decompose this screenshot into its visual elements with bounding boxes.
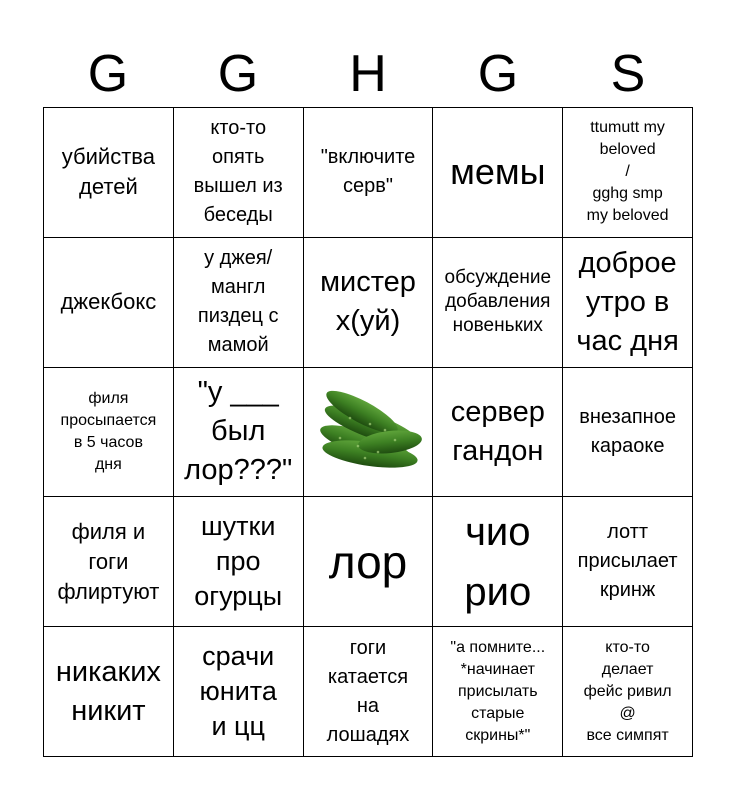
bingo-cell[interactable]	[44, 108, 174, 238]
cell-text: убийства детей	[61, 144, 155, 200]
header-letter-5: S	[610, 45, 646, 103]
header-letter-2: G	[217, 45, 259, 103]
cell-text: лор	[328, 535, 408, 588]
bingo-cell[interactable]	[304, 238, 434, 368]
cell-text: лотт присылает кринж	[577, 521, 678, 602]
bingo-cell[interactable]	[174, 497, 304, 627]
cell-text: обсуждение добавления новеньких	[444, 267, 552, 337]
cell-text: мемы	[450, 151, 546, 193]
bingo-cell[interactable]	[563, 238, 693, 368]
bingo-cell[interactable]	[304, 108, 434, 238]
bingo-cell[interactable]	[563, 497, 693, 627]
bingo-cell[interactable]	[174, 108, 304, 238]
header-letter-3: H	[349, 45, 387, 103]
cell-text: доброе утро в час дня	[576, 246, 679, 357]
bingo-cell[interactable]	[44, 368, 174, 498]
bingo-cell[interactable]	[174, 368, 304, 498]
bingo-cell[interactable]	[44, 238, 174, 368]
free-space-cell[interactable]	[304, 368, 434, 498]
cell-text: ttumutt my beloved / gghg smp my beloved	[586, 119, 669, 225]
cell-text: шутки про огурцы	[194, 511, 283, 612]
bingo-cell[interactable]	[174, 238, 304, 368]
cell-text: мистер х(уй)	[320, 266, 416, 338]
bingo-cell[interactable]	[44, 497, 174, 627]
bingo-cell[interactable]	[433, 108, 563, 238]
cucumbers-icon	[310, 382, 426, 482]
cell-text: "включите серв"	[320, 146, 416, 198]
bingo-cell[interactable]	[433, 238, 563, 368]
bingo-cell[interactable]	[174, 627, 304, 757]
bingo-cell[interactable]	[563, 627, 693, 757]
cell-text: "а помните... *начинает присылать старые скрины*"	[450, 638, 546, 744]
bingo-header	[43, 40, 693, 108]
header-letter-4: G	[477, 45, 519, 103]
cell-text: кто-то делает фейс ривил @ все симпят	[583, 638, 672, 744]
cell-text: сервер гандон	[450, 395, 545, 467]
cell-text: "у ___ был лор???"	[184, 376, 293, 487]
bingo-cell[interactable]	[304, 627, 434, 757]
cell-text: филя просыпается в 5 часов дня	[60, 389, 157, 473]
header-letter-1: G	[87, 45, 129, 103]
bingo-cell[interactable]	[433, 368, 563, 498]
cell-text: чио рио	[464, 509, 532, 614]
bingo-cell[interactable]	[433, 627, 563, 757]
bingo-cell[interactable]	[304, 497, 434, 627]
bingo-grid	[43, 107, 693, 757]
cell-text: гоги катается на лошадях	[326, 636, 410, 746]
cell-text: внезапное караоке	[579, 405, 676, 457]
bingo-cell[interactable]	[433, 497, 563, 627]
cell-text: джекбокс	[60, 289, 157, 315]
bingo-cell[interactable]	[563, 368, 693, 498]
cell-text: филя и гоги флиртуют	[57, 518, 160, 604]
bingo-cell[interactable]	[44, 627, 174, 757]
bingo-cell[interactable]	[563, 108, 693, 238]
cell-text: у джея/ мангл пиздец с мамой	[197, 247, 279, 357]
cell-text: срачи юнита и цц	[199, 641, 277, 742]
cell-text: кто-то опять вышел из беседы	[193, 117, 283, 227]
cell-text: никаких никит	[55, 655, 161, 727]
